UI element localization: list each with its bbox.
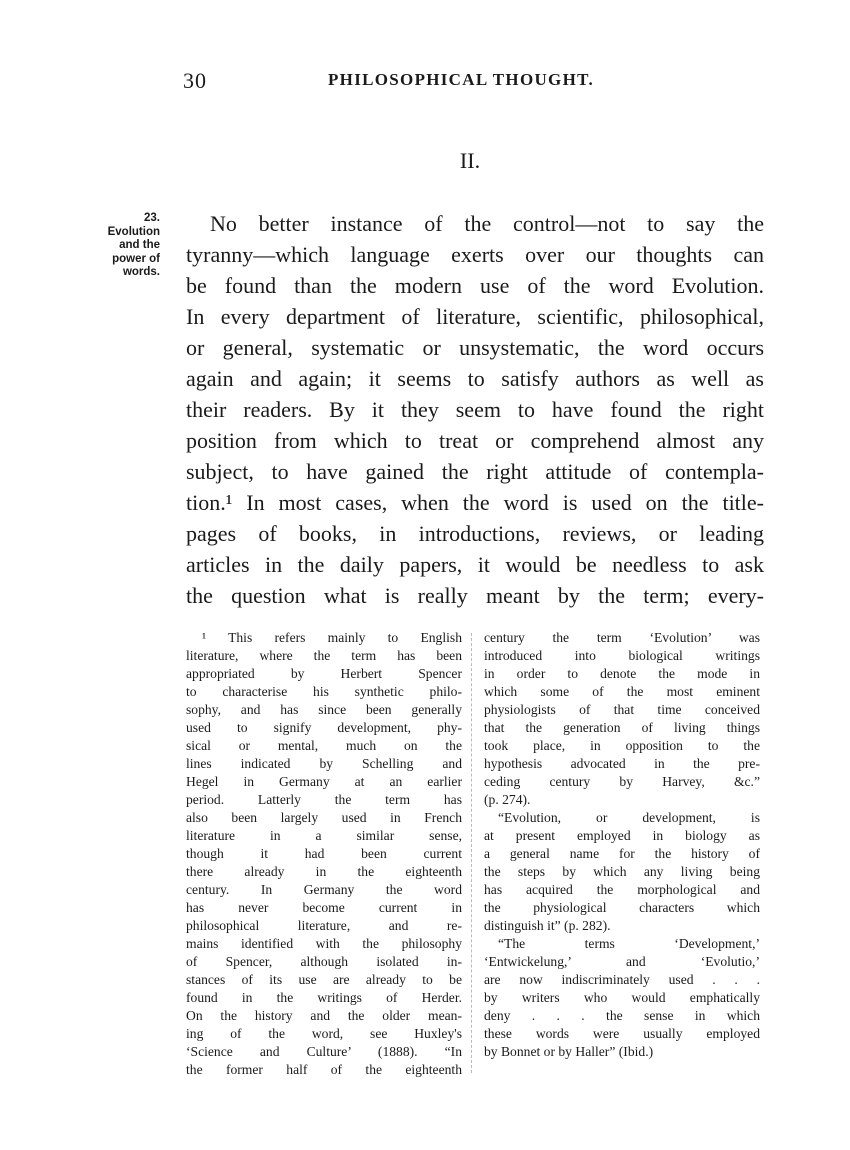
running-title: PHILOSOPHICAL THOUGHT. bbox=[328, 70, 595, 89]
footnote-line: in order to denote the mode in bbox=[484, 666, 760, 681]
column-divider bbox=[471, 633, 472, 1073]
footnote-line: at present employed in biology as bbox=[484, 828, 760, 843]
footnote-line: of Spencer, although isolated in- bbox=[186, 954, 462, 969]
footnote-line: sophy, and has since been generally bbox=[186, 702, 462, 717]
footnote-line: the physiological characters which bbox=[484, 900, 760, 915]
footnote-line: appropriated by Herbert Spencer bbox=[186, 666, 462, 681]
body-line: or general, systematic or unsystematic, the word occurs bbox=[186, 335, 764, 360]
footnote-line: lines indicated by Schelling and bbox=[186, 756, 462, 771]
page-number: 30 bbox=[183, 68, 207, 93]
footnote-line: has never become current in bbox=[186, 900, 462, 915]
footnote-line: century. In Germany the word bbox=[186, 882, 462, 897]
footnote-line: ¹ This refers mainly to English bbox=[202, 630, 462, 645]
body-line: pages of books, in introductions, reviews, or leading bbox=[186, 521, 764, 546]
footnote-line: took place, in opposition to the bbox=[484, 738, 760, 753]
footnote-line: the steps by which any living being bbox=[484, 864, 760, 879]
margin-note bbox=[84, 212, 160, 280]
margin-note-line: words. bbox=[122, 266, 160, 278]
margin-note-line: and the bbox=[119, 239, 160, 251]
margin-note-line: Evolution bbox=[107, 225, 160, 238]
footnote-line: also been largely used in French bbox=[186, 810, 462, 825]
footnote-line: physiologists of that time conceived bbox=[484, 702, 760, 717]
footnote-line: ‘Science and Culture’ (1888). “In bbox=[186, 1044, 462, 1059]
footnote-line: a general name for the history of bbox=[484, 846, 760, 861]
footnote-line: ceding century by Harvey, &c.” bbox=[484, 774, 760, 789]
footnote-column-right bbox=[484, 629, 760, 1061]
footnote-line: Hegel in Germany at an earlier bbox=[186, 774, 462, 789]
footnote-line: literature in a similar sense, bbox=[186, 828, 462, 843]
footnote-line: ‘Entwickelung,’ and ‘Evolutio,’ bbox=[484, 954, 760, 969]
footnote-line: by writers who would emphatically bbox=[484, 990, 760, 1005]
footnote-line: these words were usually employed bbox=[484, 1026, 760, 1041]
body-line: again and again; it seems to satisfy authors as well as bbox=[186, 366, 764, 391]
footnote-line: distinguish it” (p. 282). bbox=[484, 918, 611, 933]
footnote-line: hypothesis advocated in the pre- bbox=[484, 756, 760, 771]
footnote-line: the former half of the eighteenth bbox=[186, 1062, 462, 1077]
footnote-line: mains identified with the philosophy bbox=[186, 936, 462, 951]
footnote-line: used to signify development, phy- bbox=[186, 720, 462, 735]
footnote-line: that the generation of living things bbox=[484, 720, 760, 735]
footnote-line: period. Latterly the term has bbox=[186, 792, 462, 807]
footnote-line: stances of its use are already to be bbox=[186, 972, 462, 987]
footnote-line: to characterise his synthetic philo- bbox=[186, 684, 462, 699]
footnote-line: by Bonnet or by Haller” (Ibid.) bbox=[484, 1044, 654, 1059]
body-line: position from which to treat or comprehend almost any bbox=[186, 428, 764, 453]
footnote-line: has acquired the morphological and bbox=[484, 882, 760, 897]
body-line: tyranny—which language exerts over our thoughts can bbox=[186, 242, 764, 267]
footnote-line: which some of the most eminent bbox=[484, 684, 760, 699]
body-line: the question what is really meant by the term; every- bbox=[186, 583, 764, 608]
body-line: articles in the daily papers, it would be needless to ask bbox=[186, 552, 764, 577]
footnote-line: there already in the eighteenth bbox=[186, 864, 462, 879]
footnote-line: “The terms ‘Development,’ bbox=[498, 936, 760, 951]
footnote-line: sical or mental, much on the bbox=[186, 738, 462, 753]
footnote-line: ing of the word, see Huxley's bbox=[186, 1026, 462, 1041]
footnote-line: “Evolution, or development, is bbox=[498, 810, 760, 825]
body-line: No better instance of the control—not to say the bbox=[210, 211, 764, 236]
body-line: subject, to have gained the right attitude of contempla- bbox=[186, 459, 764, 484]
body-line: their readers. By it they seem to have found the right bbox=[186, 397, 764, 422]
footnote-line: though it had been current bbox=[186, 846, 462, 861]
footnote-section bbox=[186, 629, 766, 1079]
body-paragraph bbox=[186, 208, 764, 611]
footnote-line: deny . . . the sense in which bbox=[484, 1008, 760, 1023]
footnote-line: found in the writings of Herder. bbox=[186, 990, 462, 1005]
footnote-line: are now indiscriminately used . . . bbox=[484, 972, 760, 987]
body-line: be found than the modern use of the word Evolution. bbox=[186, 273, 764, 298]
body-line: tion.¹ In most cases, when the word is used on the title- bbox=[186, 490, 764, 515]
margin-note-line: 23. bbox=[144, 212, 160, 224]
footnote-line: philosophical literature, and re- bbox=[186, 918, 462, 933]
footnote-line: century the term ‘Evolution’ was bbox=[484, 630, 760, 645]
footnote-line: literature, where the term has been bbox=[186, 648, 462, 663]
footnote-column-left bbox=[186, 629, 462, 1079]
section-number: II. bbox=[459, 148, 481, 173]
margin-note-line: power of bbox=[112, 252, 160, 265]
footnote-line: (p. 274). bbox=[484, 792, 531, 807]
footnote-line: introduced into biological writings bbox=[484, 648, 760, 663]
body-line: In every department of literature, scientific, philosophical, bbox=[186, 304, 764, 329]
footnote-line: On the history and the older mean- bbox=[186, 1008, 462, 1023]
